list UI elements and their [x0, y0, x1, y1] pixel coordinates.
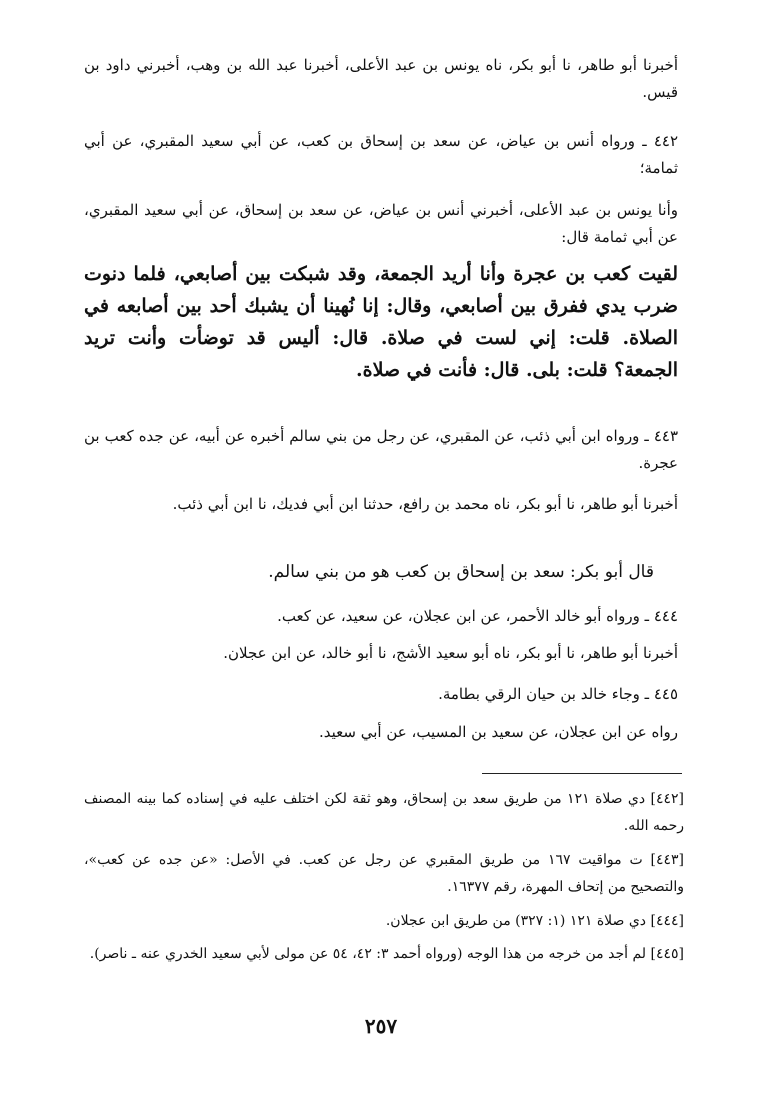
- footnote-442: [٤٤٢] دي صلاة ١٢١ من طريق سعد بن إسحاق، وهو ثقة لكن اختلف عليه في إسناده كما بينه المصنف رحمه الله.: [84, 791, 684, 834]
- paragraph-hadith-443: ٤٤٣ ـ ورواه ابن أبي ذئب، عن المقبري، عن رجل من بني سالم أخبره عن أبيه، عن جده كعب بن عجرة.: [84, 427, 678, 472]
- footnote-separator: [482, 773, 682, 774]
- paragraph-hadith-442-intro: ٤٤٢ ـ ورواه أنس بن عياض، عن سعد بن إسحاق بن كعب، عن أبي سعيد المقبري، عن أبي ثمامة؛: [84, 132, 678, 177]
- paragraph-hadith-445: ٤٤٥ ـ وجاء خالد بن حيان الرقي بطامة.: [438, 685, 678, 703]
- paragraph-hadith-matn: لقيت كعب بن عجرة وأنا أريد الجمعة، وقد شبكت بين أصابعي، فلما دنوت ضرب يدي ففرق بين أصابعي، وقال: إنا نُهينا أن يشبك أحد بين أصابعه في الصلاة. قلت: إني لست في صلاة. قال: أليس قد توضأت وأنت تريد الجمعة؟ قلت: بلى. قال: فأنت في صلاة.: [84, 263, 678, 381]
- footnote-445: [٤٤٥] لم أجد من خرجه من هذا الوجه (ورواه أحمد ٣: ٤٢، ٥٤ عن مولى لأبي سعيد الخدري عنه ـ ناصر).: [89, 946, 684, 962]
- paragraph-hadith-444: ٤٤٤ ـ ورواه أبو خالد الأحمر، عن ابن عجلان، عن سعيد، عن كعب.: [277, 607, 678, 625]
- paragraph-abu-bakr-note: قال أبو بكر: سعد بن إسحاق بن كعب هو من بني سالم.: [268, 562, 654, 582]
- footnote-444: [٤٤٤] دي صلاة ١٢١ (١: ٣٢٧) من طريق ابن عجلان.: [385, 913, 684, 929]
- page-number: ٢٥٧: [364, 1014, 398, 1038]
- paragraph-isnad-1: أخبرنا أبو طاهر، نا أبو بكر، ناه يونس بن عبد الأعلى، أخبرنا عبد الله بن وهب، أخبرني داود بن قيس.: [84, 56, 678, 101]
- paragraph-isnad-4: أخبرنا أبو طاهر، نا أبو بكر، ناه أبو سعيد الأشج، نا أبو خالد، عن ابن عجلان.: [223, 644, 678, 662]
- paragraph-riwaya: رواه عن ابن عجلان، عن سعيد بن المسيب، عن أبي سعيد.: [318, 723, 678, 741]
- paragraph-isnad-2: وأنا يونس بن عبد الأعلى، أخبرني أنس بن عياض، عن سعد بن إسحاق، عن أبي سعيد المقبري، عن أبي ثمامة قال:: [84, 201, 678, 246]
- footnote-443: [٤٤٣] ت مواقيت ١٦٧ من طريق المقبري عن رجل عن كعب. في الأصل: «عن جده عن كعب»، والتصحيح من إتحاف المهرة، رقم ١٦٣٧٧.: [84, 852, 684, 895]
- paragraph-isnad-3: أخبرنا أبو طاهر، نا أبو بكر، ناه محمد بن رافع، حدثنا ابن أبي فديك، نا ابن أبي ذئب.: [172, 495, 678, 513]
